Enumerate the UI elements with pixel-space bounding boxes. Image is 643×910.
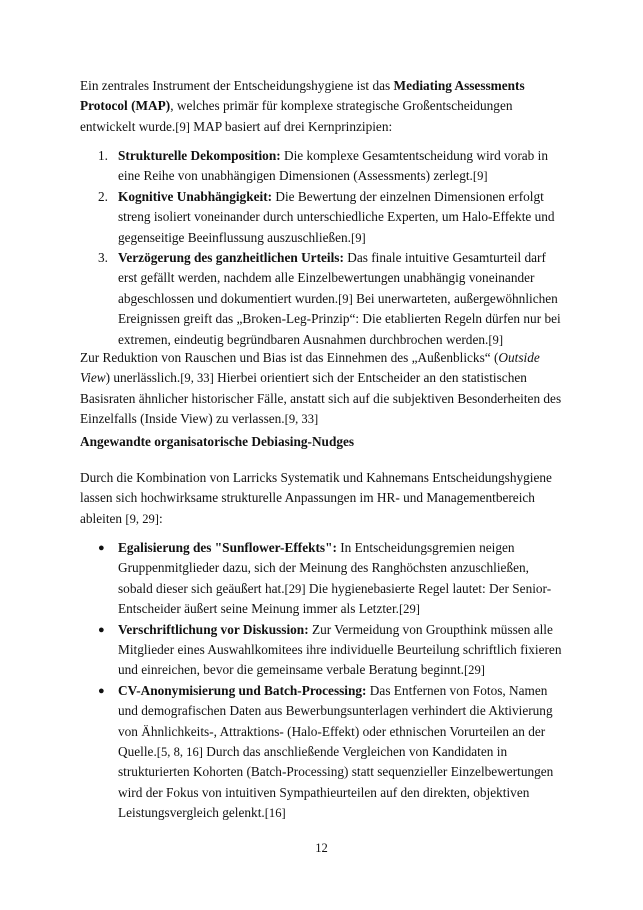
item-text: In Entscheidungsgremien neigen Gruppenmitglieder dazu, sich der Meinung des Ranghöchsten anzuschließen, sobald dieser sich geäußert hat. (118, 540, 529, 596)
principles-list (80, 146, 567, 350)
item-text: Durch das anschließende Vergleichen von Kandidaten in strukturierten Kohorten (Batch-Processing) statt sequenzieller Einzelbewertungen wird der Fokus von intuitiven Sympathieurteilen auf den direkten, objektiven Leistungsvergleich gelenkt. (118, 744, 554, 821)
citation: [9, 29] (125, 511, 159, 526)
text: Durch die Kombination von Larricks Systematik und Kahnemans Entscheidungshygiene lassen sich hochwirksame strukturelle Anpassungen im HR- und Managementbereich ableiten (80, 470, 552, 526)
item-text: Das Entfernen von Fotos, Namen und demografischen Daten aus Bewerbungsunterlagen verhindert die Aktivierung von Ähnlichkeits-, Attraktions- (Halo-Effekt) oder ethnischen Vorurteilen an der Quelle. (118, 682, 553, 760)
citation: [5, 8, 16] (156, 745, 203, 760)
citation: [29] (284, 581, 306, 596)
text: ) unerlässlich. (105, 370, 181, 386)
item-title: Verzögerung des ganzheitlichen Urteils: (118, 250, 344, 266)
bold-term: Mediating Assessments Protocol (MAP) (80, 78, 525, 114)
list-item (80, 187, 567, 248)
page-number: 12 (315, 841, 328, 855)
text: , welches primär für komplexe strategische Großentscheidungen entwickelt wurde. (80, 98, 513, 134)
citation: [9, 33] (284, 412, 319, 427)
citation: [9] (338, 291, 353, 306)
citation: [9] (488, 332, 504, 347)
text: Hierbei orientiert sich der Entscheider an den statistischen Basisraten ähnlicher historischer Fälle, anstatt sich auf die subjektiven Besonderheiten des Einzelfalls (Inside View) zu verlassen. (80, 370, 562, 427)
bullet-icon: ● (98, 623, 105, 636)
item-text: Das finale intuitive Gesamturteil darf erst gefällt werden, nachdem alle Einzelbewertungen unabhängig voneinander abgeschlossen und dokumentiert wurden. (118, 250, 546, 306)
item-text: Die hygienebasierte Regel lautet: Der Senior-Entscheider äußert seine Meinung immer als Letzter. (118, 580, 552, 617)
item-text: Die komplexe Gesamtentscheidung wird vorab in eine Reihe von unabhängigen Dimensionen (Assessments) zerlegt. (118, 148, 549, 184)
list-number: 1. (98, 148, 108, 163)
citation: [9] (175, 119, 190, 134)
list-item (80, 146, 567, 187)
item-text: Die Bewertung der einzelnen Dimensionen erfolgt streng isoliert voneinander durch unterschiedliche Experten, um Halo-Effekte und gegenseitige Beeinflussung auszuschließen. (118, 188, 555, 245)
item-text: Bei unerwarteten, außergewöhnlichen Ereignissen greift das „Broken-Leg-Prinzip“: Die etablierten Regeln dürfen nur bei extremen, eindeutig begründbaren Ausnahmen durchbrochen werden. (118, 290, 561, 347)
item-title: CV-Anonymisierung und Batch-Processing: (118, 682, 367, 698)
nudges-list (80, 538, 567, 824)
paragraph-nudges-intro (80, 468, 567, 529)
citation: [29] (463, 663, 485, 678)
bullet-item (80, 538, 567, 620)
bullet-item (80, 620, 567, 681)
list-number: 2. (98, 188, 108, 204)
paragraph-map-intro (80, 76, 567, 137)
italic-term: Outside View (80, 350, 540, 386)
list-item (80, 248, 567, 350)
item-title: Verschriftlichung vor Diskussion: (118, 621, 309, 637)
bullet-icon: ● (98, 542, 105, 554)
list-number: 3. (98, 250, 108, 266)
paragraph-outside-view (80, 348, 567, 430)
text: MAP basiert auf drei Kernprinzipien: (189, 118, 393, 134)
citation: [9, 33] (180, 371, 214, 386)
bullet-item (80, 681, 567, 824)
text: Ein zentrales Instrument der Entscheidungshygiene ist das (80, 78, 394, 93)
item-title: Kognitive Unabhängigkeit: (118, 188, 273, 204)
section-heading: Angewandte organisatorische Debiasing-Nudges (80, 434, 355, 449)
item-title: Egalisierung des "Sunflower-Effekts": (118, 540, 337, 555)
citation: [16] (264, 806, 286, 821)
citation: [9] (351, 230, 366, 245)
item-title: Strukturelle Dekomposition: (118, 148, 281, 163)
citation: [29] (398, 602, 420, 617)
item-text: Zur Vermeidung von Groupthink müssen alle Mitglieder eines Auswahlkomitees ihre individuelle Beurteilung schriftlich fixieren und einreichen, bevor die gemeinsame verbale Beratung beginnt. (118, 621, 562, 678)
bullet-icon: ● (98, 684, 105, 697)
citation: [9] (472, 169, 488, 184)
text: : (159, 510, 163, 526)
text: Zur Reduktion von Rauschen und Bias ist das Einnehmen des „Außenblicks“ ( (80, 350, 499, 365)
